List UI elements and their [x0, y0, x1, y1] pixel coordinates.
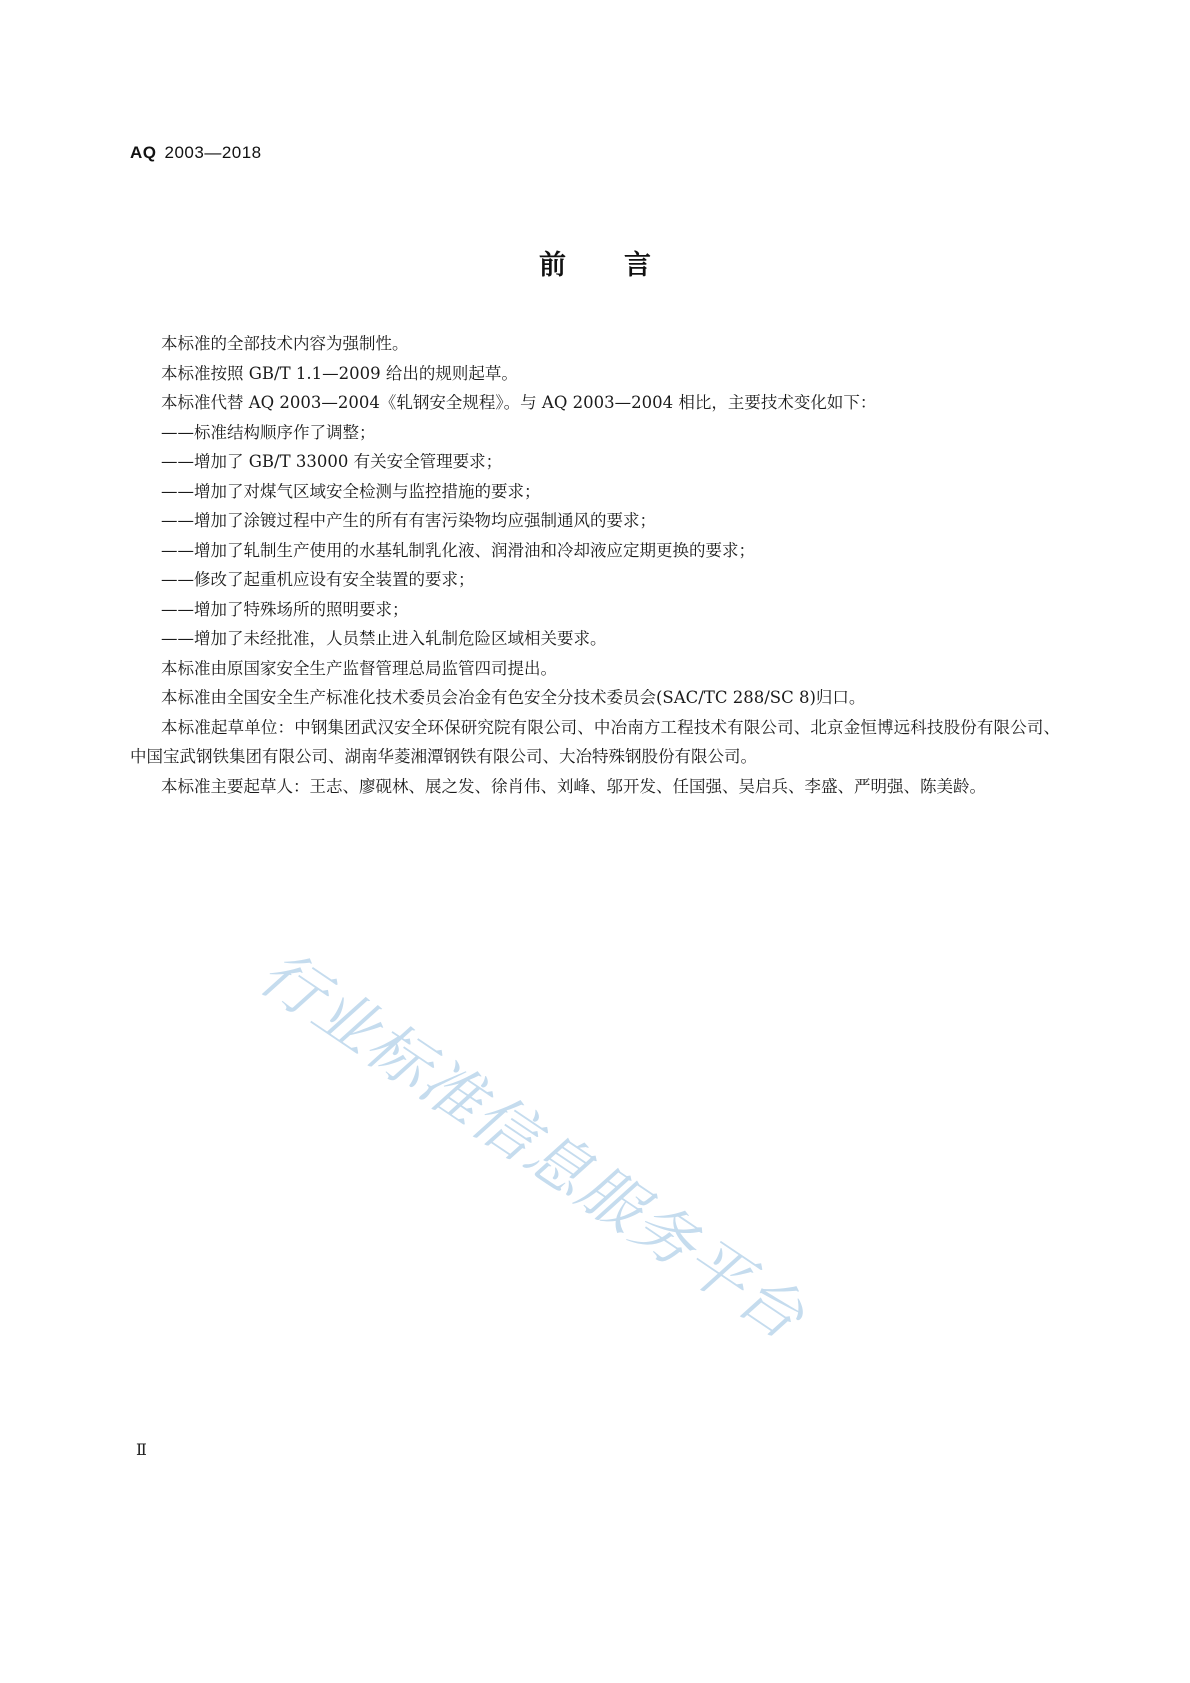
foreword-body: [130, 329, 1060, 801]
paragraph-drafters: 本标准主要起草人：王志、廖砚林、展之发、徐肖伟、刘峰、邬开发、任国强、吴启兵、李盛、严明强、陈美龄。: [161, 776, 986, 796]
change-item: ——增加了轧制生产使用的水基轧制乳化液、润滑油和冷却液应定期更换的要求；: [161, 540, 755, 560]
change-item: ——增加了涂镀过程中产生的所有有害污染物均应强制通风的要求；: [161, 511, 656, 530]
standard-code-header: [130, 143, 262, 163]
paragraph-centralized-by: 本标准由全国安全生产标准化技术委员会冶金有色安全分技术委员会(SAC/TC 288/SC 8)归口。: [161, 688, 866, 707]
paragraph-drafting-units: 本标准起草单位：中钢集团武汉安全环保研究院有限公司、中冶南方工程技术有限公司、北京金恒博远科技股份有限公司、中国宝武钢铁集团有限公司、湖南华菱湘潭钢铁有限公司、大冶特殊钢股份有限公司。: [130, 717, 1060, 766]
paragraph-drafting-rules: 本标准按照 GB/T 1.1—2009 给出的规则起草。: [161, 363, 518, 383]
paragraph-replaces: 本标准代替 AQ 2003—2004《轧钢安全规程》。与 AQ 2003—2004 相比，主要技术变化如下：: [161, 393, 877, 412]
change-item: ——标准结构顺序作了调整；: [161, 422, 376, 442]
change-item: ——修改了起重机应设有安全装置的要求；: [161, 570, 475, 589]
change-item: ——增加了特殊场所的照明要求；: [161, 599, 409, 619]
page-title: 前言: [539, 250, 709, 281]
standard-code-prefix: AQ: [130, 143, 157, 162]
change-item: ——增加了 GB/T 33000 有关安全管理要求；: [161, 452, 503, 471]
change-item: ——增加了未经批准，人员禁止进入轧制危险区域相关要求。: [161, 629, 607, 648]
paragraph-proposed-by: 本标准由原国家安全生产监督管理总局监管四司提出。: [161, 658, 557, 678]
change-item: ——增加了对煤气区域安全检测与监控措施的要求；: [161, 481, 541, 501]
page-number: Ⅱ: [136, 1440, 147, 1459]
paragraph-mandatory: 本标准的全部技术内容为强制性。: [161, 334, 409, 353]
watermark: 行业标准信息服务平台: [246, 935, 819, 1355]
standard-code-number: 2003—2018: [164, 143, 262, 162]
